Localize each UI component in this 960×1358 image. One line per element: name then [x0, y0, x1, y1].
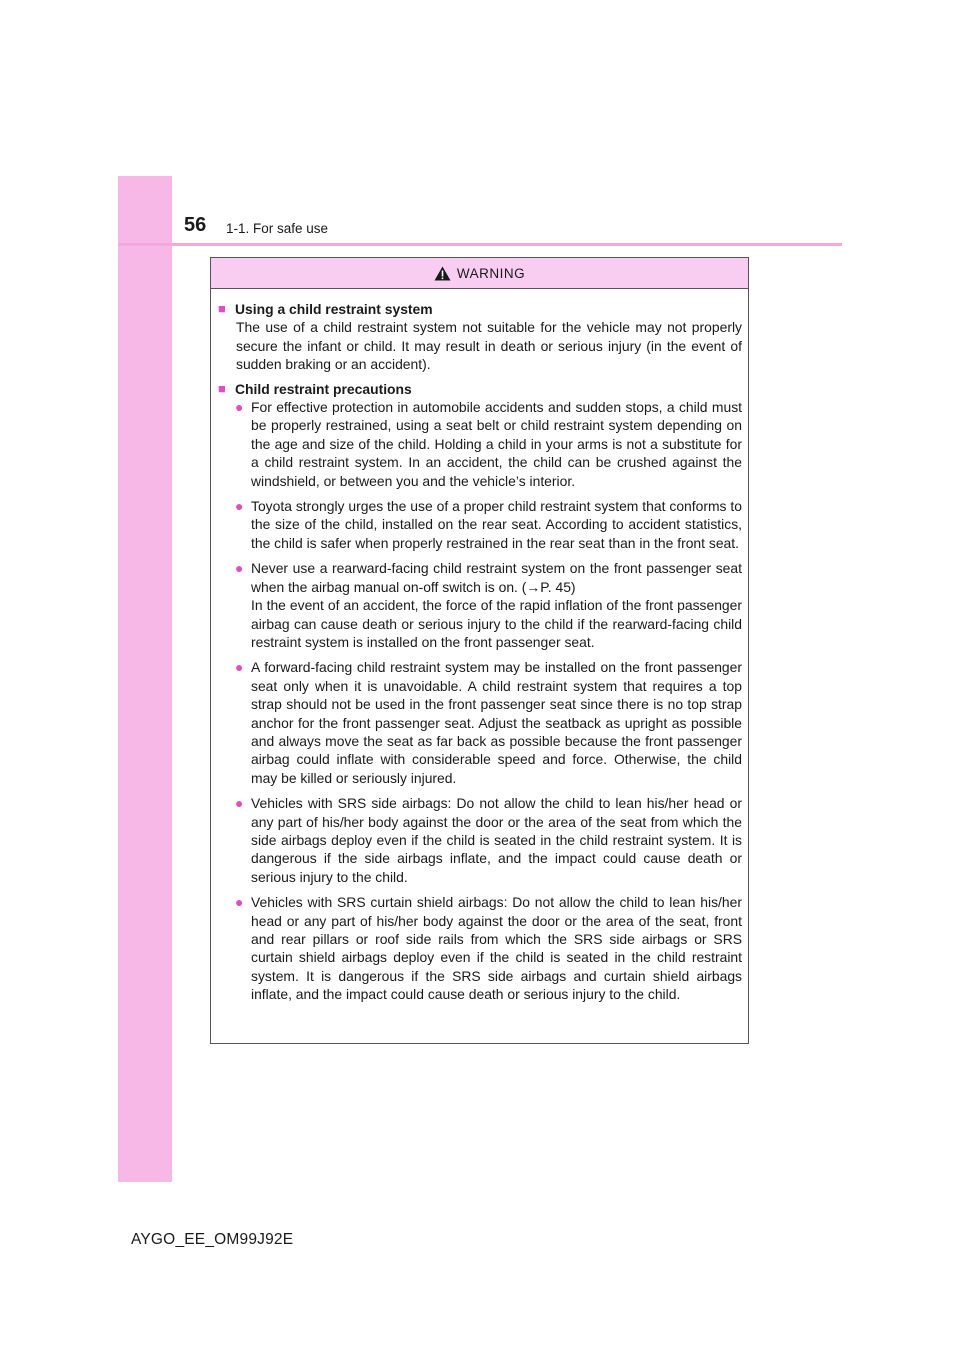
list-item-text: For effective protection in automobile accidents and sudden stops, a child must be properly restrained, using a seat belt or child restraint system depending on the age and size of the child. Holding a child in your arms is not a substitute for a child restraint system. In an accident, the child can be crushed against the windshield, or between you and the vehicle’s interior.: [251, 399, 742, 489]
square-bullet-icon: ■: [218, 380, 226, 396]
warning-triangle-icon: [434, 266, 451, 281]
header-rule: [118, 243, 842, 246]
list-item: [235, 497, 742, 552]
warning-box: [210, 257, 749, 1044]
list-item-text: Vehicles with SRS side airbags: Do not allow the child to lean his/her head or any part of his/her body against the door or the area of the seat from which the side airbags deploy even if the child is seated in the child restraint system. It is dangerous if the side airbags inflate, and the impact could cause death or serious injury to the child.: [251, 795, 742, 885]
section-heading: [218, 380, 742, 398]
circle-bullet-icon: ●: [235, 498, 244, 515]
list-item: [235, 893, 742, 1003]
circle-bullet-icon: ●: [235, 795, 244, 812]
document-code: AYGO_EE_OM99J92E: [131, 1231, 294, 1248]
section-title: 1-1. For safe use: [226, 221, 329, 236]
list-item: [235, 794, 742, 886]
list-item-text: Vehicles with SRS curtain shield airbags: Do not allow the child to lean his/her head or any part of his/her body against the door or the area of the seat, front and rear pillars or roof side rails from which the SRS side airbags or SRS curtain shield airbags deploy even if the child is seated in the child restraint system. It is dangerous if the SRS side airbags and curtain shield airbags inflate, and the impact could cause death or serious injury to the child.: [251, 894, 742, 1003]
section-heading-text: Child restraint precautions: [235, 380, 412, 397]
section-paragraph: The use of a child restraint system not suitable for the vehicle may not properly secure the infant or child. It may result in death or serious injury (in the event of sudden braking or an accident).: [236, 319, 742, 373]
page-number: 56: [184, 214, 207, 236]
list-item: [235, 559, 742, 651]
square-bullet-icon: ■: [218, 301, 226, 316]
circle-bullet-icon: ●: [235, 894, 244, 911]
page-sidebar-tab: [118, 176, 172, 1182]
section-heading: [218, 300, 742, 318]
list-item-text: Never use a rearward-facing child restraint system on the front passenger seat when the airbag manual on-off switch is on. (→P. 45): [251, 560, 742, 595]
warning-label: WARNING: [456, 265, 526, 281]
circle-bullet-icon: ●: [235, 659, 244, 676]
list-item-text: A forward-facing child restraint system may be installed on the front passenger seat only when it is unavoidable. A child restraint system that requires a top strap should not be used in the front passenger seat since there is no top strap anchor for the front passenger seat. Adjust the seatback as upright as possible and always move the seat as far back as possible because the front passenger airbag could inflate with considerable speed and force. Otherwise, the child may be killed or seriously injured.: [251, 659, 742, 786]
list-item: [235, 658, 742, 787]
warning-header: [211, 258, 748, 289]
circle-bullet-icon: ●: [235, 399, 244, 416]
warning-content: [211, 289, 748, 1004]
list-item-text: In the event of an accident, the force of the rapid inflation of the front passenger airbag can cause death or serious injury to the child if the rearward-facing child restraint system is installed on the front passenger seat.: [251, 597, 742, 650]
list-item-text: Toyota strongly urges the use of a proper child restraint system that conforms to the size of the child, installed on the rear seat. According to accident statistics, the child is safer when properly restrained in the rear seat than in the front seat.: [251, 498, 742, 551]
list-item: [235, 398, 742, 490]
section-heading-text: Using a child restraint system: [235, 301, 433, 317]
circle-bullet-icon: ●: [235, 560, 244, 577]
